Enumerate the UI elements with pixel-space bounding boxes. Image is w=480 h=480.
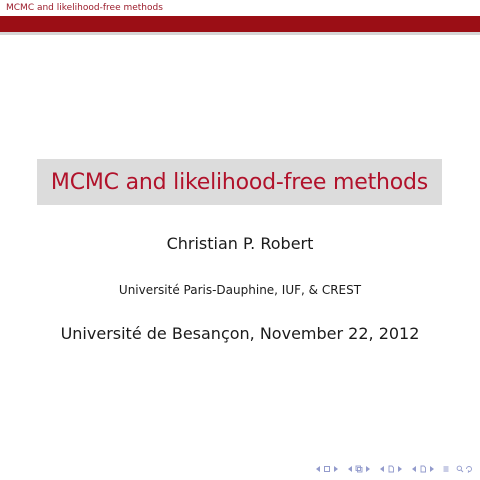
section-navigation — [378, 465, 404, 473]
affiliation: Université Paris-Dauphine, IUF, & CREST — [118, 283, 362, 297]
header-band-dark — [0, 16, 480, 32]
toc-navigation — [442, 465, 450, 473]
loop-icon[interactable] — [465, 465, 473, 473]
lines-icon[interactable] — [442, 465, 450, 473]
headline-bar — [0, 0, 480, 16]
triangle-left-icon[interactable] — [346, 465, 354, 473]
triangle-right-icon[interactable] — [428, 465, 436, 473]
title-box — [37, 159, 442, 205]
slide-title: MCMC and likelihood-free methods — [50, 169, 429, 195]
header-band-light — [0, 32, 480, 35]
search-navigation — [456, 465, 473, 473]
magnifier-icon[interactable] — [456, 465, 464, 473]
triangle-right-icon[interactable] — [332, 465, 340, 473]
running-title: MCMC and likelihood-free methods — [6, 3, 163, 13]
navigation-bar — [314, 462, 473, 476]
triangle-right-icon[interactable] — [396, 465, 404, 473]
author: Christian P. Robert — [166, 234, 314, 253]
stack-icon[interactable] — [355, 465, 363, 473]
frame-navigation — [314, 465, 340, 473]
subsection-navigation — [346, 465, 372, 473]
doc-icon[interactable] — [387, 465, 395, 473]
triangle-left-icon[interactable] — [378, 465, 386, 473]
square-icon[interactable] — [323, 465, 331, 473]
triangle-left-icon[interactable] — [410, 465, 418, 473]
doc-icon[interactable] — [419, 465, 427, 473]
triangle-left-icon[interactable] — [314, 465, 322, 473]
venue-date: Université de Besançon, November 22, 2012 — [60, 324, 420, 343]
triangle-right-icon[interactable] — [364, 465, 372, 473]
part-navigation — [410, 465, 436, 473]
